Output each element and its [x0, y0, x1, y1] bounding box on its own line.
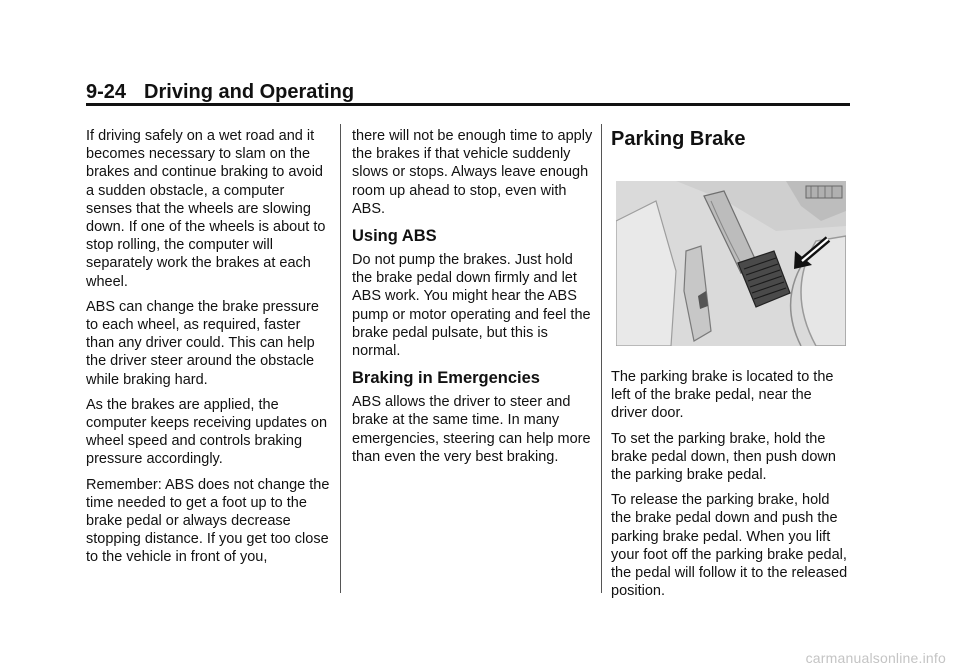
paragraph: To set the parking brake, hold the brake pedal down, then push down the parking brake pedal.	[611, 430, 836, 484]
paragraph: The parking brake is located to the left of the brake pedal, near the driver door.	[611, 369, 834, 422]
section-title: Driving and Operating	[144, 81, 355, 103]
paragraph: there will not be enough time to apply the brakes if that vehicle suddenly slows or stops. Always leave enough room up ahead to stop, even with ABS.	[352, 128, 593, 217]
page-number: 9-24	[86, 81, 127, 103]
watermark: carmanualsonline.info	[805, 650, 946, 666]
braking-emergencies-heading: Braking in Emergencies	[352, 369, 540, 388]
column-middle	[352, 127, 596, 473]
paragraph: ABS allows the driver to steer and brake at the same time. In many emergencies, steering can help more than even the very best braking.	[352, 394, 591, 465]
column-left	[86, 127, 330, 574]
parking-brake-heading: Parking Brake	[611, 128, 746, 150]
paragraph: ABS can change the brake pressure to each wheel, as required, faster than any driver could. This can help the driver steer around the obstacle while braking hard.	[86, 298, 319, 388]
paragraph: Do not pump the brakes. Just hold the brake pedal down firmly and let ABS work. You might hear the ABS pump or motor operating and feel the brake pedal pulsate, but this is normal.	[352, 252, 591, 360]
header-rule	[86, 103, 850, 106]
page-header	[86, 80, 850, 104]
parking-brake-pedal-illustration	[616, 181, 846, 346]
column-divider	[340, 124, 341, 593]
paragraph: As the brakes are applied, the computer keeps receiving updates on wheel speed and controls braking pressure accordingly.	[86, 396, 328, 468]
using-abs-heading: Using ABS	[352, 227, 437, 246]
column-divider	[601, 124, 602, 593]
paragraph: If driving safely on a wet road and it becomes necessary to slam on the brakes and continue braking to avoid a sudden obstacle, a computer senses that the wheels are slowing down. If one of the wheels is about to stop rolling, the computer will separately work the brakes at each wheel.	[86, 128, 326, 290]
paragraph: To release the parking brake, hold the brake pedal down and push the parking brake pedal. When you lift your foot off the parking brake pedal, the pedal will follow it to the released position.	[611, 492, 848, 600]
column-right	[611, 127, 851, 600]
paragraph: Remember: ABS does not change the time needed to get a foot up to the brake pedal or always decrease stopping distance. If you get too close to the vehicle in front of you,	[86, 476, 330, 566]
